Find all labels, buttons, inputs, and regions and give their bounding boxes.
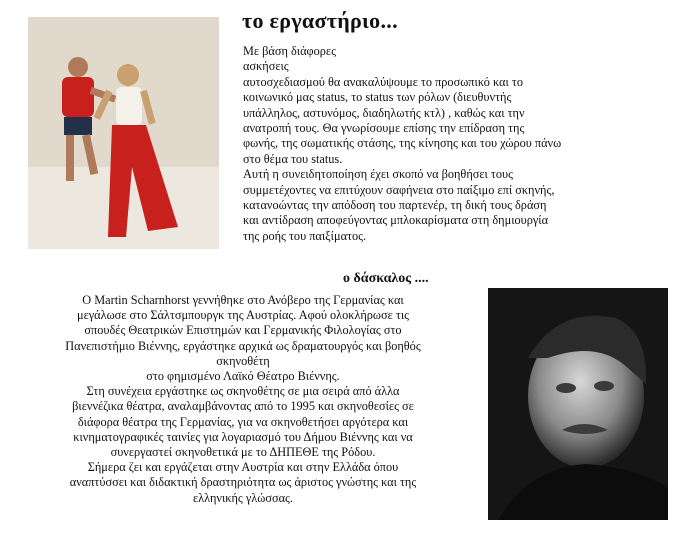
teacher-line: μεγάλωσε στο Σάλτσμπουργκ της Αυστρίας. Αφού ολοκλήρωσε τις xyxy=(76,308,409,323)
workshop-line: αυτοσχεδιασμού θα ανακαλύψουμε το προσωπικό και το xyxy=(243,74,523,89)
workshop-line: Με βάση διάφορες xyxy=(243,44,336,58)
teacher-line: Πανεπιστήμιο Βιέννης, εργάστηκε αρχικά ως δραματουργός και βοηθός xyxy=(65,338,421,353)
workshop-description xyxy=(243,44,653,244)
teacher-portrait-illustration xyxy=(488,288,668,520)
workshop-line: στο θέμα του status. xyxy=(243,151,343,166)
workshop-line: υπάλληλος, αστυνόμος, διαδηλωτής κτλ) , καθώς και την xyxy=(243,105,525,120)
teacher-line: βιεννέζικα θέατρα, αναλαμβάνοντας από το 1995 και σκηνοθεσίες σε xyxy=(72,399,414,414)
workshop-line: συμμετέχοντες να επιτύχουν σαφήνεια στο παίξιμο επί σκηνής, xyxy=(243,182,555,197)
teacher-line: Στη συνέχεια εργάστηκε ως σκηνοθέτης σε μια σειρά από άλλα xyxy=(86,384,400,399)
workshop-line: της ροής του παιξίματος. xyxy=(243,228,367,243)
workshop-line: και αντίδραση αποφεύγοντας μπλοκαρίσματα στη δημιουργία xyxy=(243,213,549,228)
workshop-line: κοινωνικό μας status, το status των ρόλων (διευθυντής xyxy=(243,90,512,105)
teacher-line: στο φημισμένο Λαϊκό Θέατρο Βιέννης. xyxy=(146,369,340,384)
teacher-line: αναπτύσσει και διδακτική δραστηριότητα ως άριστος γνώστης και της xyxy=(69,475,417,490)
teacher-line: σκηνοθέτη xyxy=(216,353,270,368)
workshop-line: Αυτή η συνειδητοποίηση έχει σκοπό να βοηθήσει τους xyxy=(243,167,513,182)
teacher-line: διάφορα θέατρα της Γερμανίας, για να σκηνοθετήσει αργότερα και xyxy=(77,414,409,429)
teacher-portrait xyxy=(488,288,668,520)
teacher-line: συνεργαστεί σκηνοθετικά με το ΔΗΠΕΘΕ της Ρόδου. xyxy=(110,445,376,460)
teacher-line: Σήμερα ζει και εργάζεται στην Αυστρία και στην Ελλάδα όπου xyxy=(87,460,399,475)
workshop-title: το εργαστήριο... xyxy=(242,8,398,33)
workshop-line: ανατροπή τους. Θα γνωρίσουμε επίσης την επίδραση της xyxy=(243,121,525,136)
teacher-line: σπουδές Θεατρικών Επιστημών και Γερμανικής Φιλολογίας στο xyxy=(84,323,402,338)
workshop-line: ασκήσεις xyxy=(243,59,289,74)
workshop-photo xyxy=(28,17,219,249)
workshop-photo-illustration xyxy=(28,17,219,249)
workshop-line: κατανοώντας την απόδοση του παρτενέρ, τη δική τους δράση xyxy=(243,198,547,213)
teacher-line: ελληνικής γλώσσας. xyxy=(193,490,293,505)
teacher-line: κινηματογραφικές ταινίες για λογαριασμό του Δήμου Βιέννης και να xyxy=(73,429,413,444)
workshop-line: φωνής, της σωματικής στάσης, της κίνησης και του χώρου πάνω xyxy=(243,136,562,151)
teacher-biography xyxy=(8,293,478,506)
teacher-title: ο δάσκαλος .... xyxy=(343,271,429,286)
teacher-line: Ο Martin Scharnhorst γεννήθηκε στο Ανόβερο της Γερμανίας και xyxy=(82,293,404,307)
